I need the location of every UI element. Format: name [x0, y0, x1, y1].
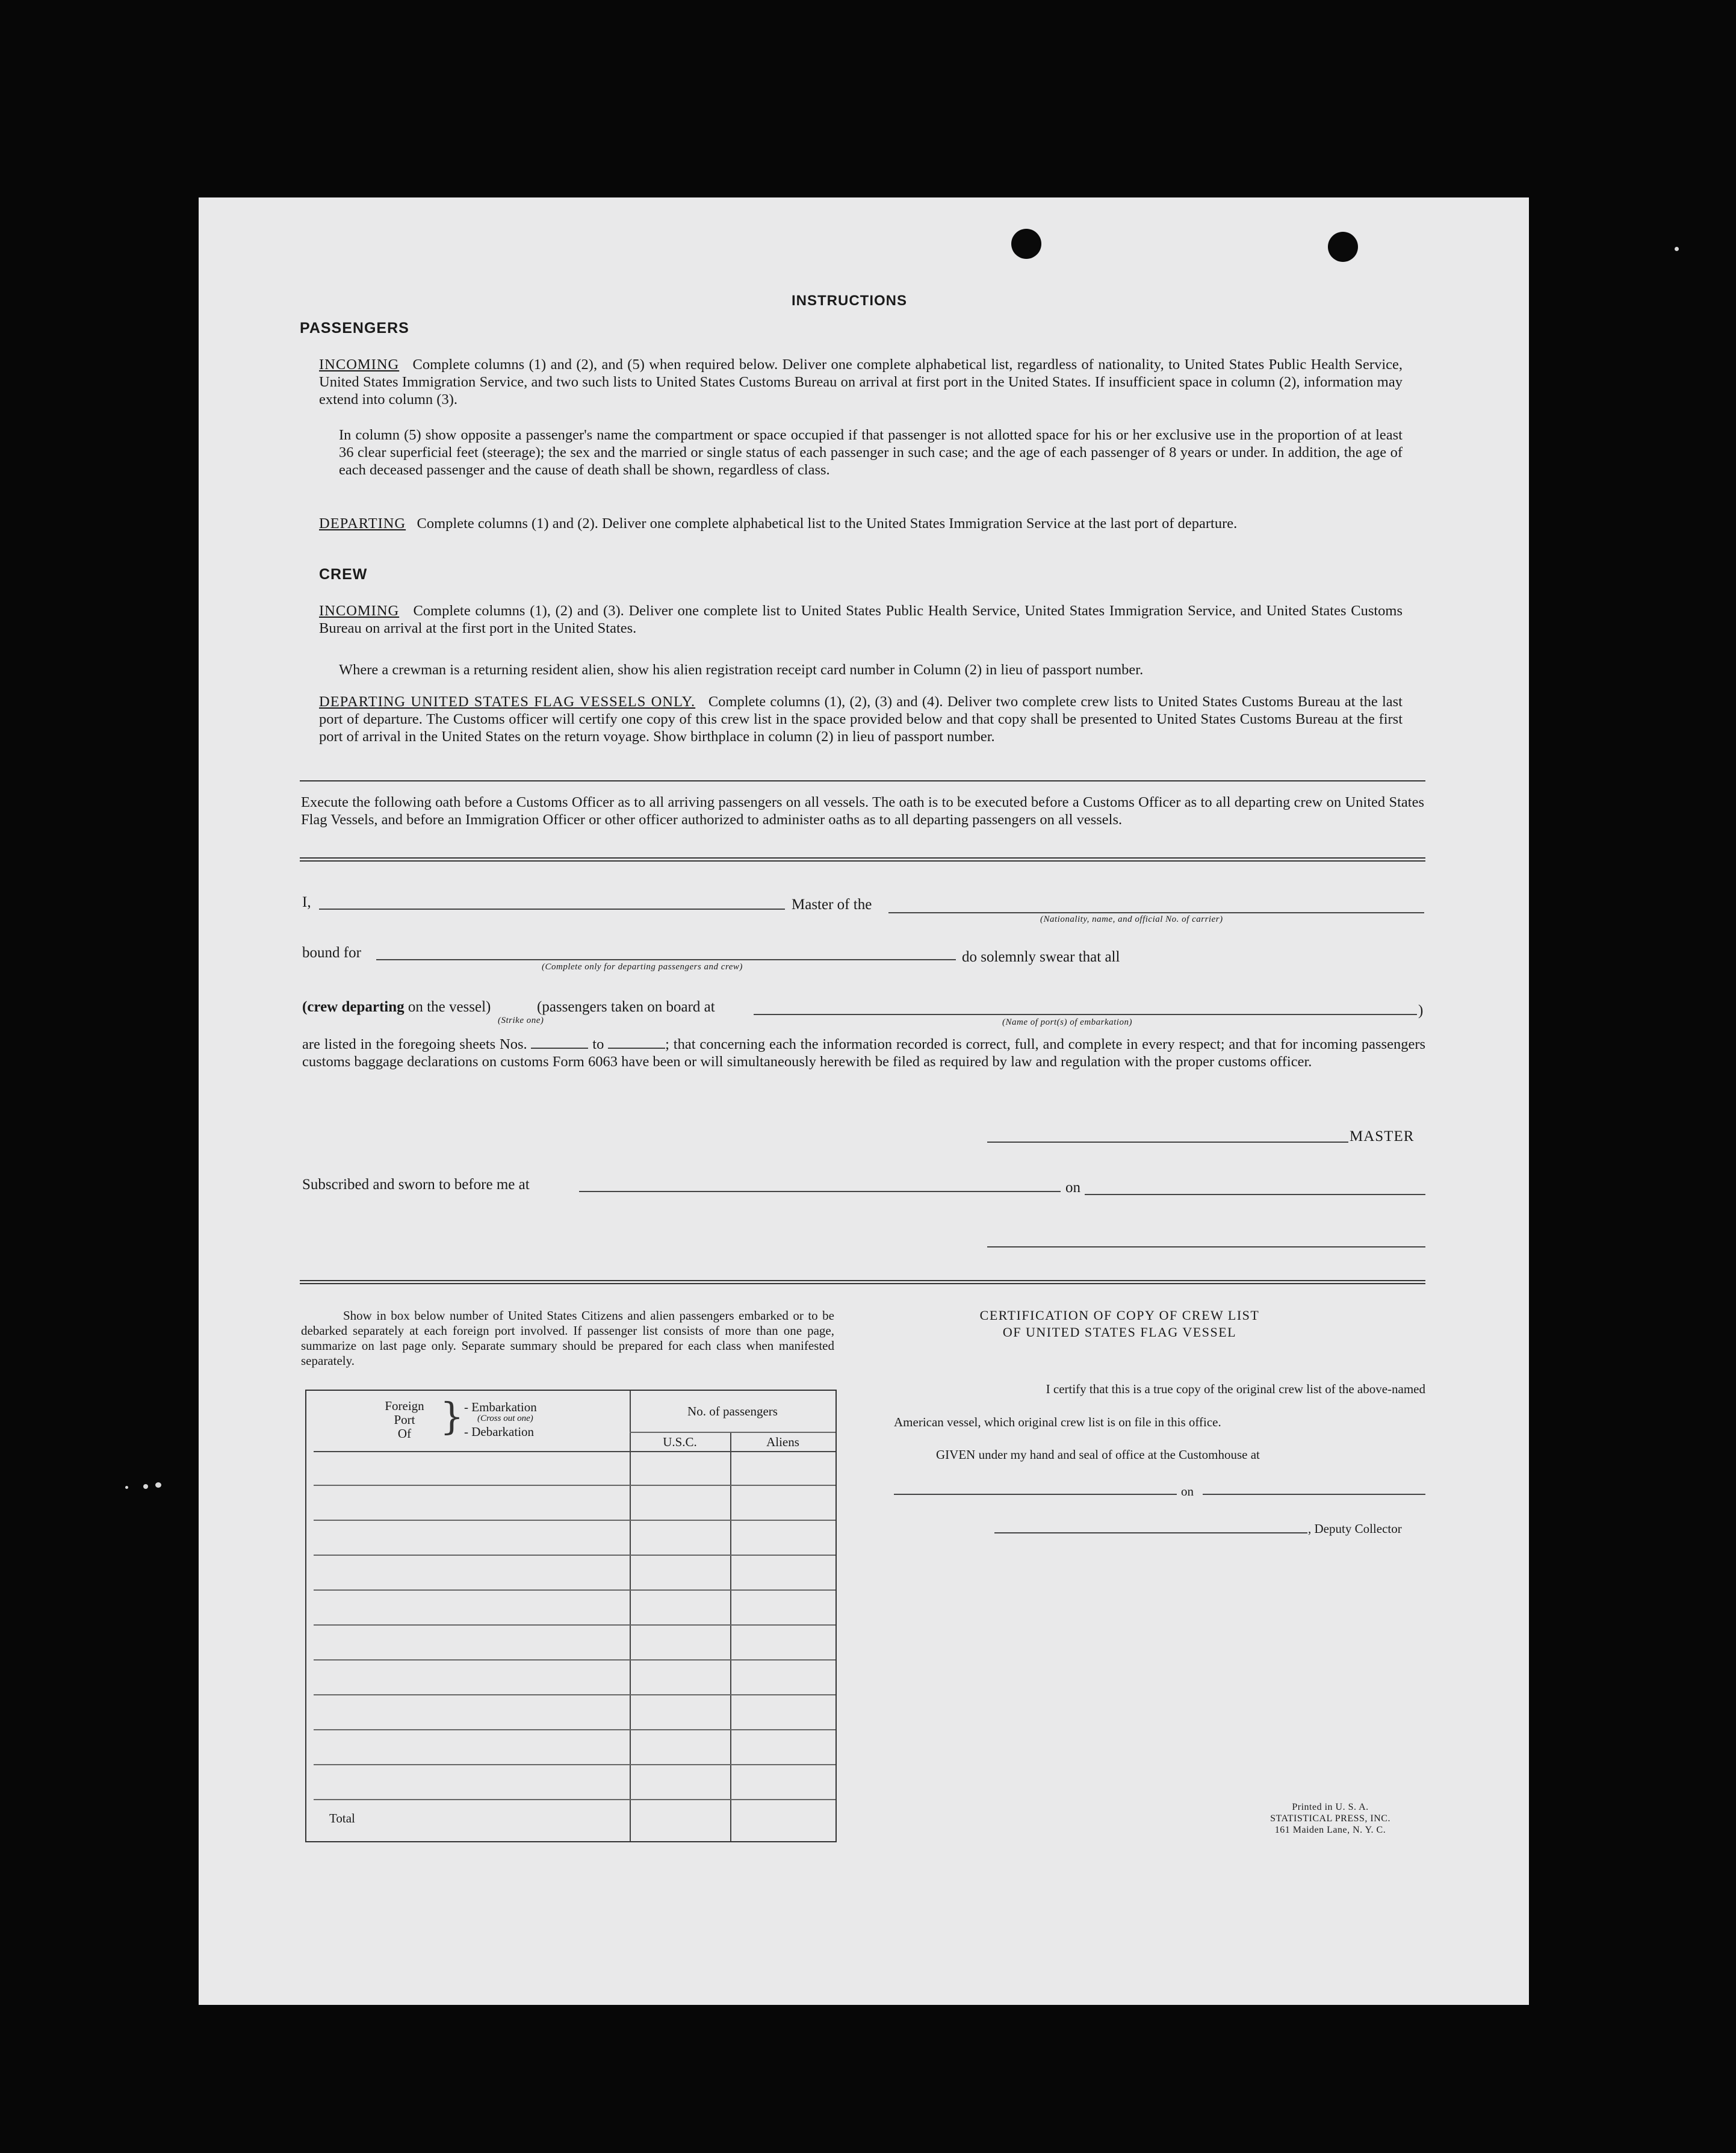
table-row — [314, 1764, 835, 1765]
sheet-to-field[interactable] — [608, 1042, 665, 1049]
divider — [300, 780, 1425, 781]
solemnly-swear-label: do solemnly swear that all — [962, 949, 1120, 965]
master-name-field[interactable] — [319, 909, 785, 910]
punch-hole — [1011, 229, 1041, 259]
table-row — [314, 1729, 835, 1730]
crew-incoming-paragraph — [319, 602, 1403, 637]
film-speck — [155, 1482, 161, 1488]
incoming-label: INCOMING — [319, 356, 400, 373]
incoming-text: Complete columns (1) and (2), and (5) when required below. Deliver one complete alphabetical list, regardless of nationality, to United States Public Health Service, United States Immigration Service, and two such lists to United States Customs Bureau on arrival at first port in the United States. If insufficient space in column (2), information may extend into column (3). — [319, 356, 1403, 408]
subscribed-place-field[interactable] — [579, 1191, 1061, 1192]
customhouse-field[interactable] — [894, 1494, 1177, 1495]
usc-header: U.S.C. — [663, 1435, 697, 1449]
master-signature-field[interactable] — [987, 1142, 1348, 1143]
deputy-collector-label: , Deputy Collector — [1308, 1521, 1402, 1536]
passengers-heading: PASSENGERS — [300, 320, 409, 337]
oath-i-label: I, — [302, 894, 311, 910]
table-row — [314, 1659, 835, 1661]
table-row — [314, 1799, 835, 1800]
table-row — [314, 1520, 835, 1521]
no-of-passengers-header: No. of passengers — [687, 1404, 778, 1418]
table-row — [314, 1589, 835, 1591]
passengers-departing-paragraph — [319, 515, 1403, 532]
bound-for-label: bound for — [302, 945, 361, 961]
departing-text: Complete columns (1) and (2). Deliver one complete alphabetical list to the United States Immigration Service at the last port of departure. — [417, 515, 1238, 532]
table-row — [314, 1624, 835, 1626]
flag-vessels-text: Complete columns (1), (2), (3) and (4). Deliver two complete crew lists to United States Customs Bureau at the last port of departure. The Customs officer will certify one copy of this crew list in the space provided below and that copy shall be presented to United States Customs Bureau at the first port of arrival in the United States on the return voyage. Show birthplace in column (2) in lieu of passport number. — [319, 694, 1403, 745]
printer-imprint: Printed in U. S. A. STATISTICAL PRESS, INC. 161 Maiden Lane, N. Y. C. — [1270, 1802, 1390, 1835]
given-line: GIVEN under my hand and seal of office at the Customhouse at — [936, 1447, 1260, 1462]
strike-one-note: (Strike one) — [498, 1016, 544, 1025]
crew-incoming-text: Complete columns (1), (2) and (3). Deliver one complete list to United States Public Health Service, United States Immigration Service, and United States Customs Bureau on arrival at the first port in the United States. — [319, 603, 1403, 636]
deputy-signature-field[interactable] — [994, 1532, 1307, 1533]
table-col-divider — [730, 1432, 731, 1841]
table-row — [314, 1485, 835, 1486]
table-header-divider — [630, 1432, 835, 1433]
cert-on-label: on — [1181, 1484, 1194, 1499]
total-label: Total — [329, 1811, 355, 1825]
film-speck — [125, 1486, 128, 1489]
table-header-bottom — [314, 1451, 835, 1452]
aliens-header: Aliens — [766, 1435, 799, 1449]
bound-for-field[interactable] — [376, 959, 956, 960]
port-note: (Name of port(s) of embarkation) — [1002, 1017, 1132, 1027]
double-divider — [300, 857, 1425, 862]
debarkation-label: - Debarkation — [464, 1424, 535, 1439]
punch-hole — [1328, 232, 1358, 262]
film-speck — [1675, 247, 1679, 251]
embarkation-port-field[interactable] — [754, 1014, 1417, 1015]
cert-date-field[interactable] — [1203, 1494, 1425, 1495]
double-divider — [300, 1280, 1425, 1284]
nationality-note: (Nationality, name, and official No. of carrier) — [1040, 915, 1223, 924]
passengers-incoming-paragraph — [319, 356, 1403, 408]
subscribed-date-field[interactable] — [1085, 1194, 1425, 1195]
passengers-taken-label: (passengers taken on board at — [537, 999, 715, 1015]
subscribed-label: Subscribed and sworn to before me at — [302, 1176, 530, 1193]
officer-signature-field[interactable] — [987, 1246, 1425, 1247]
master-of-the-label: Master of the — [792, 896, 872, 913]
close-paren: ) — [1418, 1002, 1424, 1019]
column5-paragraph: In column (5) show opposite a passenger's name the compartment or space occupied if that passenger is not allotted space for his or her exclusive use in the proportion of at least 36 clear superficial feet (steerage); the sex and the married or single status of each passenger in such case; and the age of each passenger of 8 years or under. In addition, the age of each deceased passenger and the cause of death shall be shown, regardless of class. — [339, 427, 1403, 478]
brace-glyph: } — [440, 1394, 464, 1438]
flag-vessels-paragraph — [319, 693, 1403, 745]
flag-vessels-label: DEPARTING UNITED STATES FLAG VESSELS ONLY. — [319, 694, 696, 710]
carrier-field[interactable] — [888, 912, 1424, 913]
certify-line-2: American vessel, which original crew list is on file in this office. — [894, 1415, 1221, 1429]
box-instructions: Show in box below number of United States Citizens and alien passengers embarked or to be debarked separately at each foreign port involved. If passenger list consists of more than one page, summarize on last page only. Separate summary should be prepared for each class when manifested separately. — [301, 1308, 834, 1368]
sheet-from-field[interactable] — [531, 1042, 588, 1049]
oath-execution-paragraph: Execute the following oath before a Customs Officer as to all arriving passengers on all vessels. The oath is to be executed before a Customs Officer as to all departing crew on United States Flag Vessels, and before an Immigration Officer or other officer authorized to administer oaths as to all departing passengers on all vessels. — [301, 794, 1424, 828]
crew-departing-option: (crew departing on the vessel) — [302, 999, 491, 1015]
passenger-summary-table — [305, 1390, 837, 1842]
crewman-paragraph: Where a crewman is a returning resident alien, show his alien registration receipt card number in Column (2) in lieu of passport number. — [339, 662, 1144, 678]
table-col-divider — [630, 1391, 631, 1841]
crew-incoming-label: INCOMING — [319, 603, 400, 619]
embarkation-label: - Embarkation — [464, 1400, 537, 1414]
master-label: MASTER — [1350, 1128, 1415, 1145]
departing-label: DEPARTING — [319, 515, 406, 532]
crew-heading: CREW — [319, 566, 368, 583]
bound-for-note: (Complete only for departing passengers and crew) — [542, 962, 743, 972]
foreign-port-label: Foreign Port Of — [385, 1399, 424, 1441]
instructions-title: INSTRUCTIONS — [792, 293, 907, 309]
table-row — [314, 1555, 835, 1556]
table-row — [314, 1694, 835, 1695]
document-page — [199, 197, 1529, 2005]
certify-line-1: I certify that this is a true copy of the original crew list of the above-named — [1046, 1382, 1425, 1396]
film-speck — [143, 1484, 148, 1489]
cross-out-note: (Cross out one) — [477, 1414, 533, 1423]
listed-paragraph: are listed in the foregoing sheets Nos. to ; that concerning each the information recorded is correct, full, and complete in every respect; and that for incoming passengers customs baggage declarations on customs Form 6063 have been or will simultaneously herewith be filed as required by law and regulation with the proper customs officer. — [302, 1036, 1426, 1070]
on-label: on — [1065, 1179, 1080, 1196]
certification-title: CERTIFICATION OF COPY OF CREW LIST OF UNITED STATES FLAG VESSEL — [979, 1308, 1260, 1340]
